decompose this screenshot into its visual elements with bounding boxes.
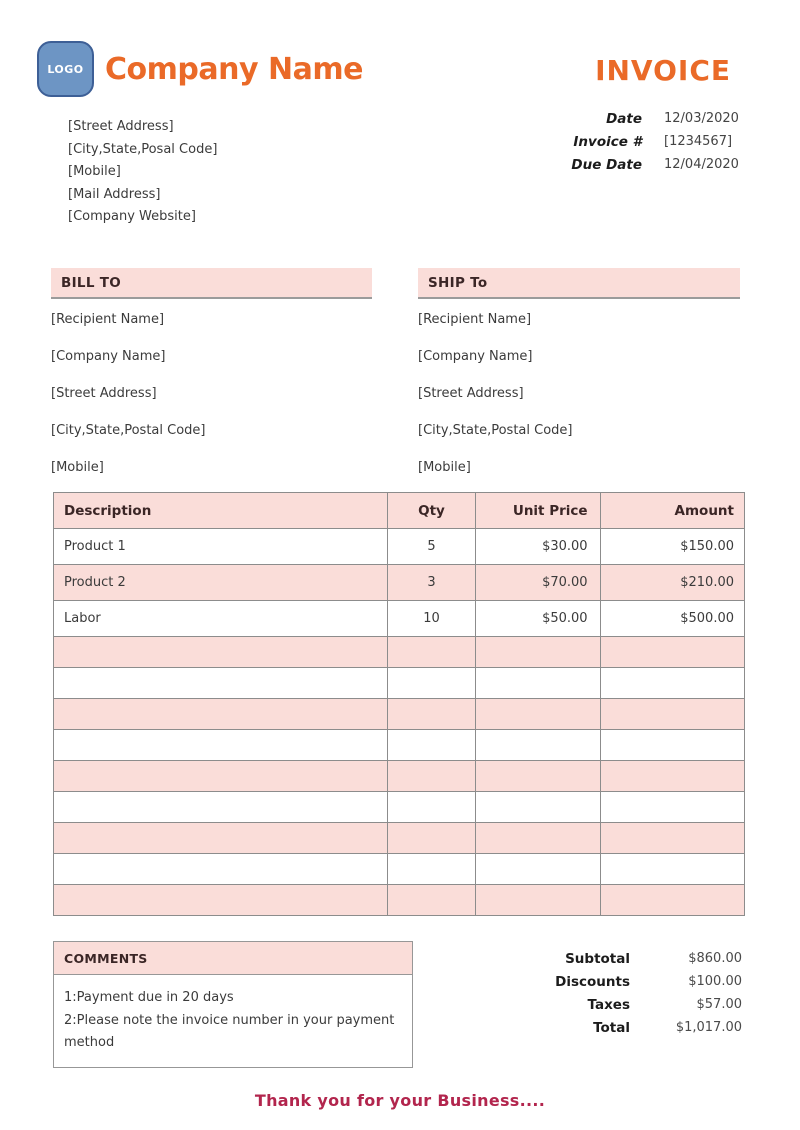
empty-qty-cell[interactable]	[388, 761, 475, 792]
bill-to-company-name-field[interactable]: [Company Name]	[51, 349, 166, 364]
company-street-address-field[interactable]: [Street Address]	[68, 119, 174, 134]
subtotal-value: $860.00	[688, 951, 742, 966]
taxes-value: $57.00	[696, 997, 742, 1012]
empty-qty-cell[interactable]	[388, 854, 475, 885]
comments-box	[53, 941, 413, 1068]
empty-unit-price-cell[interactable]	[475, 699, 600, 730]
ship-to-mobile-field[interactable]: [Mobile]	[418, 460, 471, 475]
table-row	[54, 565, 745, 601]
company-mobile-field[interactable]: [Mobile]	[68, 164, 121, 179]
ship-to-section	[418, 268, 740, 497]
description-cell[interactable]: Product 2	[54, 565, 388, 601]
empty-qty-cell[interactable]	[388, 823, 475, 854]
company-logo	[37, 41, 94, 97]
description-cell[interactable]: Product 1	[54, 529, 388, 565]
bill-to-fields	[51, 312, 372, 497]
table-empty-row	[54, 792, 745, 823]
table-empty-row	[54, 730, 745, 761]
invoice-meta	[480, 107, 743, 176]
empty-description-cell[interactable]	[54, 823, 388, 854]
subtotal-row	[440, 947, 742, 970]
company-city-state-field[interactable]: [City,State,Posal Code]	[68, 141, 218, 157]
empty-description-cell[interactable]	[54, 792, 388, 823]
table-row	[54, 529, 745, 565]
meta-row-invoice-number	[480, 130, 743, 153]
empty-description-cell[interactable]	[54, 730, 388, 761]
comment-line: 1:Payment due in 20 days	[64, 990, 234, 1005]
due-date-label: Due Date	[571, 156, 642, 173]
ship-to-street-address-field[interactable]: [Street Address]	[418, 386, 524, 401]
table-empty-row	[54, 699, 745, 730]
items-table	[53, 492, 745, 916]
table-empty-row	[54, 823, 745, 854]
discounts-value: $100.00	[688, 974, 742, 989]
company-website-field[interactable]: [Company Website]	[68, 209, 196, 224]
bill-to-city-state-field[interactable]: [City,State,Postal Code]	[51, 423, 206, 438]
empty-amount-cell[interactable]	[600, 761, 744, 792]
qty-cell[interactable]: 3	[388, 565, 475, 601]
column-header-description: Description	[54, 493, 388, 529]
bill-to-header: BILL TO	[51, 268, 372, 299]
taxes-label: Taxes	[587, 996, 630, 1013]
table-empty-row	[54, 854, 745, 885]
total-label: Total	[593, 1019, 630, 1036]
date-value[interactable]: 12/03/2020	[664, 111, 739, 126]
empty-amount-cell[interactable]	[600, 885, 744, 916]
empty-unit-price-cell[interactable]	[475, 885, 600, 916]
date-label: Date	[606, 110, 642, 127]
amount-cell[interactable]: $210.00	[600, 565, 744, 601]
empty-qty-cell[interactable]	[388, 699, 475, 730]
discounts-label: Discounts	[555, 973, 630, 990]
company-info	[68, 116, 217, 229]
total-value: $1,017.00	[675, 1020, 742, 1035]
ship-to-city-state-field[interactable]: [City,State,Postal Code]	[418, 423, 573, 438]
empty-amount-cell[interactable]	[600, 730, 744, 761]
empty-qty-cell[interactable]	[388, 668, 475, 699]
invoice-title: INVOICE	[595, 54, 731, 87]
total-row	[440, 1016, 742, 1039]
empty-unit-price-cell[interactable]	[475, 854, 600, 885]
qty-cell[interactable]: 10	[388, 601, 475, 637]
empty-description-cell[interactable]	[54, 699, 388, 730]
ship-to-header: SHIP To	[418, 268, 740, 299]
description-cell[interactable]: Labor	[54, 601, 388, 637]
invoice-number-value[interactable]: [1234567]	[664, 134, 733, 149]
taxes-row	[440, 993, 742, 1016]
bill-to-section	[51, 268, 372, 497]
qty-cell[interactable]: 5	[388, 529, 475, 565]
company-name: Company Name	[105, 52, 363, 87]
empty-description-cell[interactable]	[54, 854, 388, 885]
company-mail-address-field[interactable]: [Mail Address]	[68, 186, 161, 202]
empty-description-cell[interactable]	[54, 885, 388, 916]
empty-amount-cell[interactable]	[600, 823, 744, 854]
empty-unit-price-cell[interactable]	[475, 823, 600, 854]
bill-to-mobile-field[interactable]: [Mobile]	[51, 460, 104, 475]
empty-unit-price-cell[interactable]	[475, 792, 600, 823]
empty-unit-price-cell[interactable]	[475, 730, 600, 761]
empty-unit-price-cell[interactable]	[475, 761, 600, 792]
empty-amount-cell[interactable]	[600, 792, 744, 823]
column-header-qty: Qty	[388, 493, 475, 529]
empty-qty-cell[interactable]	[388, 885, 475, 916]
empty-amount-cell[interactable]	[600, 637, 744, 668]
empty-description-cell[interactable]	[54, 637, 388, 668]
empty-qty-cell[interactable]	[388, 730, 475, 761]
discounts-row	[440, 970, 742, 993]
due-date-value[interactable]: 12/04/2020	[664, 157, 739, 172]
bill-to-street-address-field[interactable]: [Street Address]	[51, 386, 157, 401]
column-header-amount: Amount	[600, 493, 744, 529]
table-empty-row	[54, 637, 745, 668]
table-empty-row	[54, 668, 745, 699]
comments-header: COMMENTS	[54, 942, 412, 975]
meta-row-date	[480, 107, 743, 130]
amount-cell[interactable]: $500.00	[600, 601, 744, 637]
table-empty-row	[54, 761, 745, 792]
unit-price-cell[interactable]: $70.00	[475, 565, 600, 601]
thank-you-message: Thank you for your Business....	[254, 1091, 546, 1110]
totals-section	[440, 947, 742, 1039]
meta-row-due-date	[480, 153, 743, 176]
unit-price-cell[interactable]: $30.00	[475, 529, 600, 565]
comment-line: 2:Please note the invoice number in your payment method	[64, 1012, 395, 1050]
empty-unit-price-cell[interactable]	[475, 668, 600, 699]
empty-amount-cell[interactable]	[600, 668, 744, 699]
unit-price-cell[interactable]: $50.00	[475, 601, 600, 637]
table-row	[54, 601, 745, 637]
comments-body[interactable]	[54, 975, 412, 1055]
ship-to-company-name-field[interactable]: [Company Name]	[418, 349, 533, 364]
empty-qty-cell[interactable]	[388, 637, 475, 668]
empty-amount-cell[interactable]	[600, 699, 744, 730]
empty-amount-cell[interactable]	[600, 854, 744, 885]
items-table-header-row	[54, 493, 745, 529]
table-empty-row	[54, 885, 745, 916]
logo-text: LOGO	[47, 62, 84, 76]
subtotal-label: Subtotal	[565, 950, 630, 967]
empty-description-cell[interactable]	[54, 761, 388, 792]
empty-unit-price-cell[interactable]	[475, 637, 600, 668]
invoice-number-label: Invoice #	[573, 133, 642, 150]
empty-qty-cell[interactable]	[388, 792, 475, 823]
ship-to-recipient-name-field[interactable]: [Recipient Name]	[418, 312, 532, 327]
column-header-unit-price: Unit Price	[475, 493, 600, 529]
empty-description-cell[interactable]	[54, 668, 388, 699]
ship-to-fields	[418, 312, 740, 497]
bill-to-recipient-name-field[interactable]: [Recipient Name]	[51, 312, 165, 327]
amount-cell[interactable]: $150.00	[600, 529, 744, 565]
